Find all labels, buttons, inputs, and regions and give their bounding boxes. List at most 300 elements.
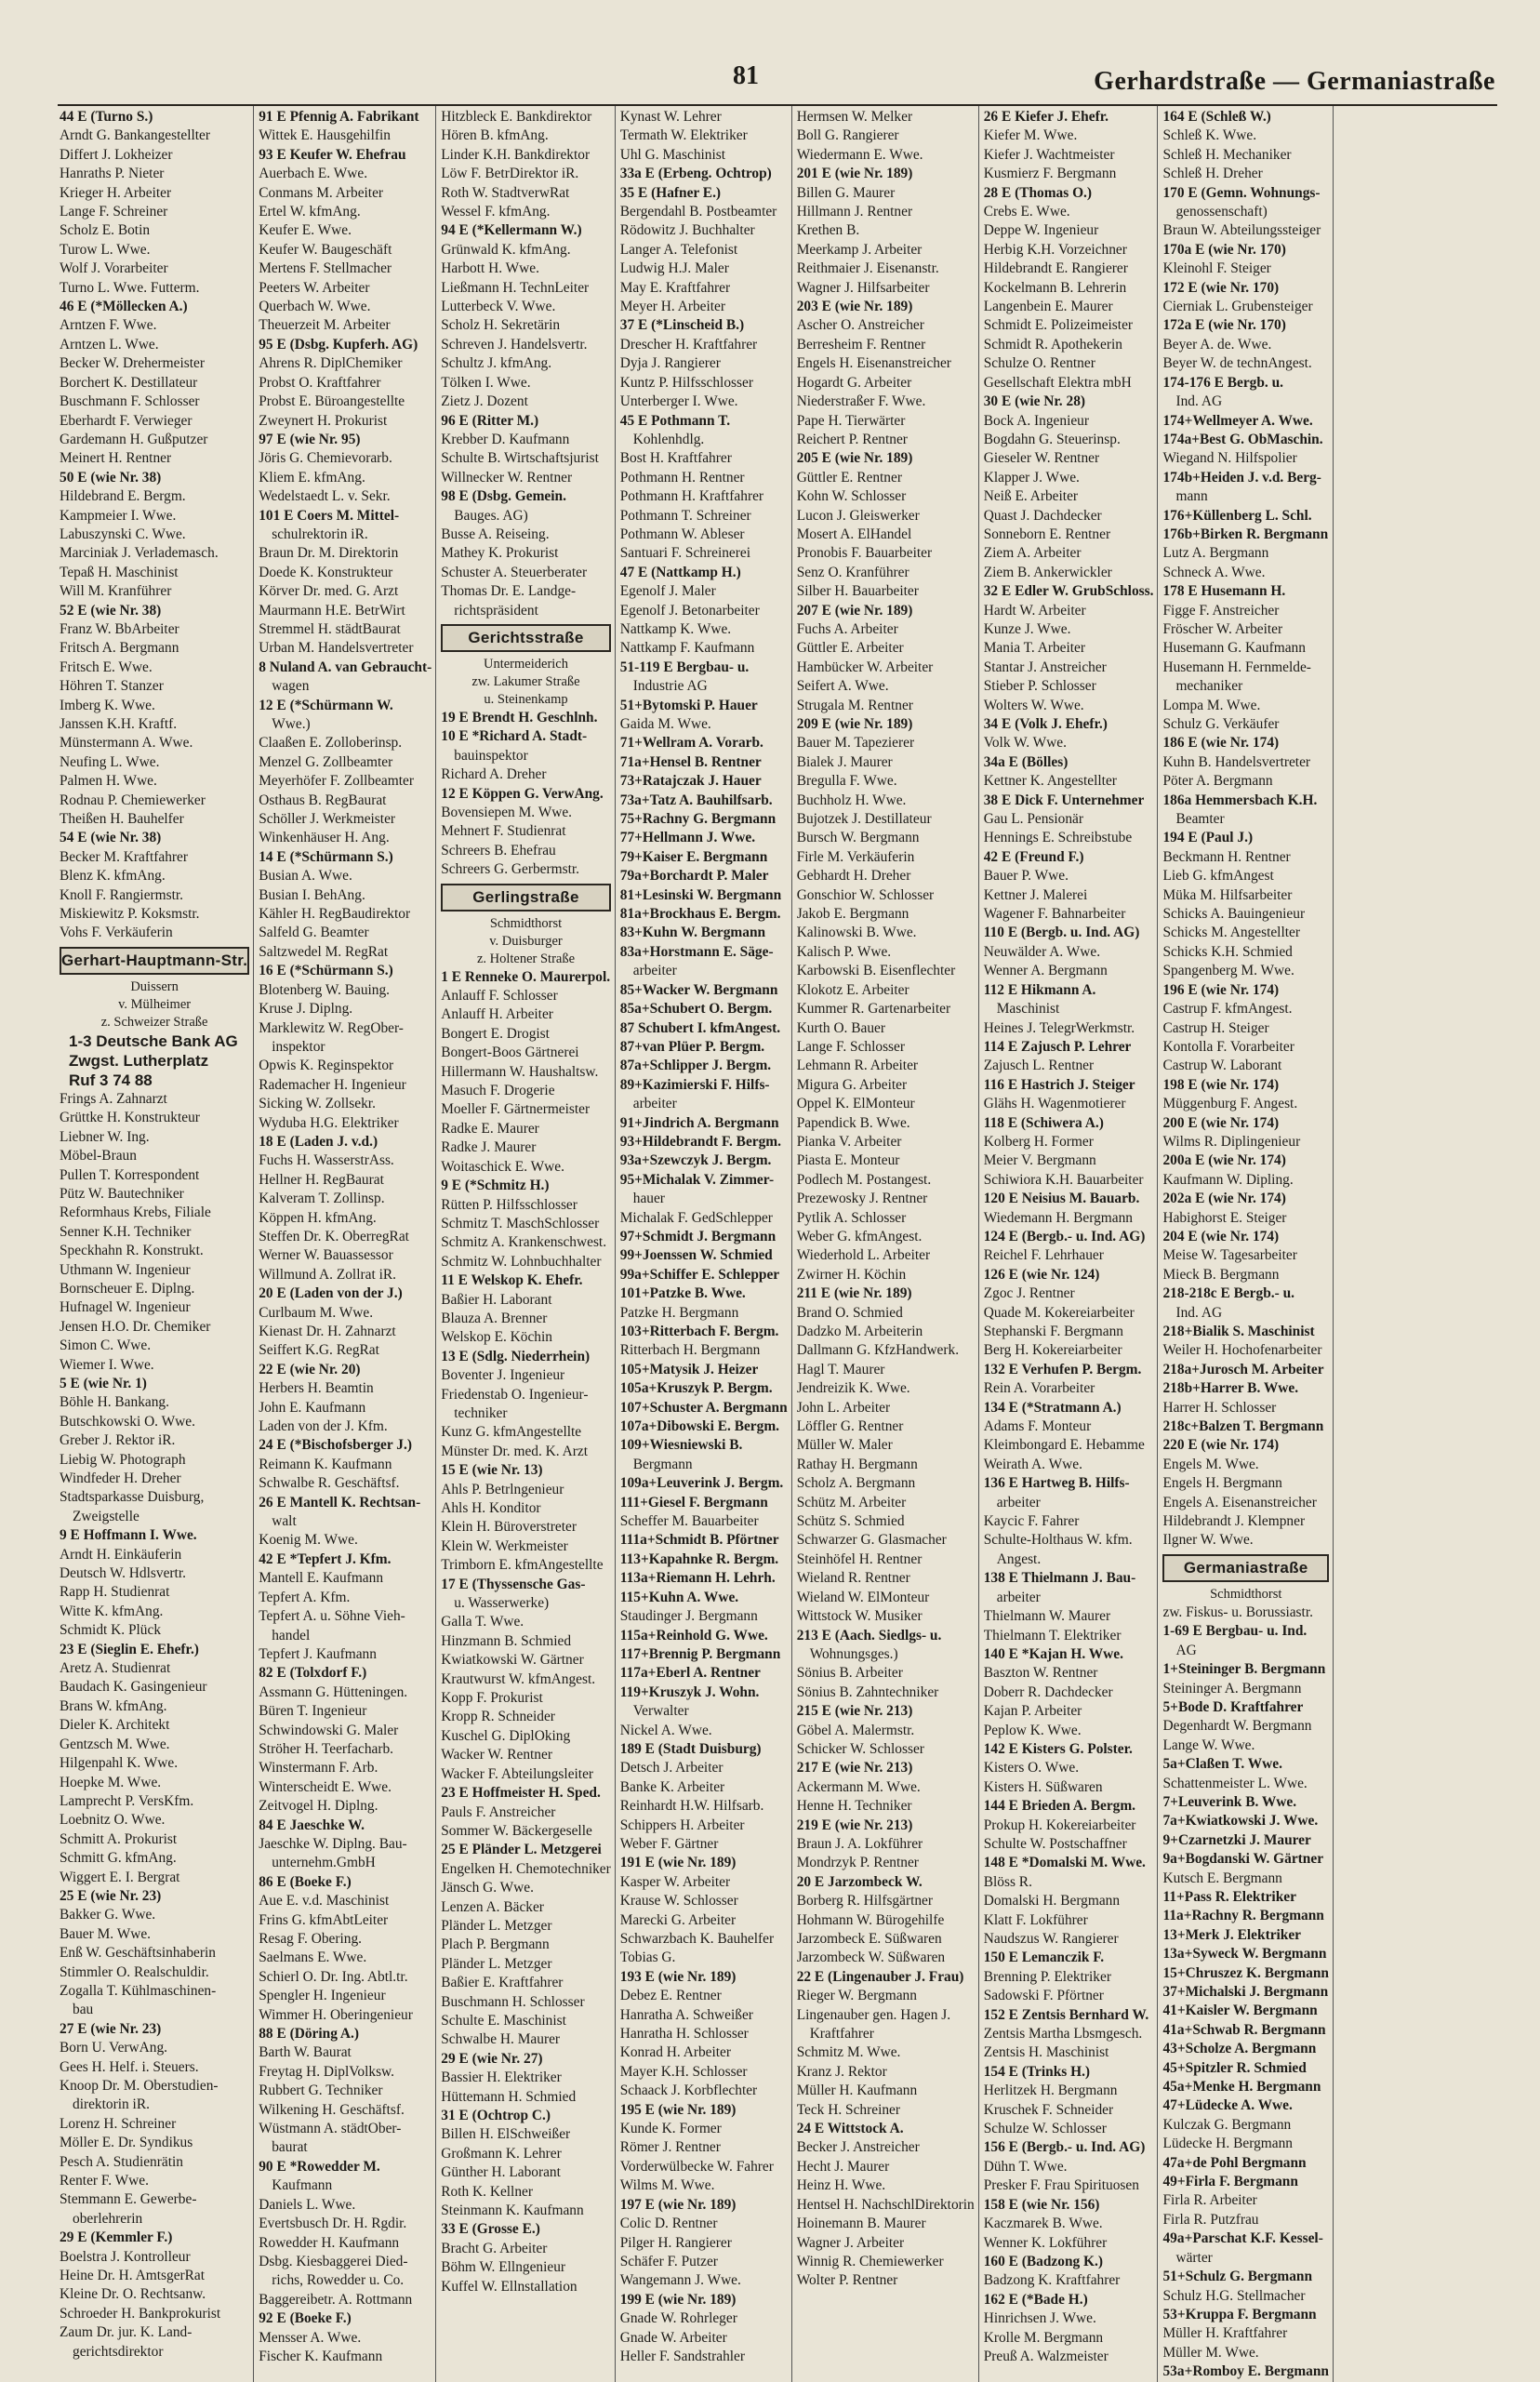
- directory-entry: Gnade W. Rohrleger: [619, 2310, 737, 2327]
- directory-entry: Janssen K.H. Kraftf.: [60, 716, 178, 732]
- directory-entry: Berresheim F. Rentner: [796, 336, 926, 353]
- directory-entry: Lange W. Wwe.: [1162, 1737, 1255, 1753]
- directory-entry: Staudinger J. Bergmann: [619, 1608, 758, 1625]
- house-number-entry: 193 E (wie Nr. 189): [619, 1968, 737, 1985]
- directory-entry: Wimmer H. Oberingenieur: [259, 2006, 413, 2023]
- house-number-entry: 49a+Parschat K.F. Kessel-: [1162, 2230, 1323, 2247]
- house-number-entry: 45a+Menke H. Bergmann: [1162, 2079, 1321, 2096]
- directory-entry-continuation: schulrektorin iR.: [272, 526, 368, 542]
- directory-entry: Göbel A. Malermstr.: [796, 1722, 915, 1738]
- directory-entry: Thomas Dr. E. Landge-: [441, 583, 577, 600]
- directory-entry: Schmitt A. Prokurist: [60, 1830, 178, 1847]
- house-number-entry: 186 E (wie Nr. 174): [1162, 735, 1280, 752]
- directory-entry: Schroeder H. Bankprokurist: [60, 2305, 221, 2322]
- directory-entry: Braun W. Abteilungssteiger: [1162, 222, 1321, 239]
- directory-entry: Weber F. Gärtner: [619, 1835, 719, 1852]
- directory-entry: Stremmel H. städtBaurat: [259, 620, 401, 637]
- house-number-entry: 15+Chruszez K. Bergmann: [1162, 1964, 1329, 1981]
- directory-entry: Bergendahl B. Postbeamter: [619, 204, 777, 220]
- directory-entry: Fritsch A. Bergmann: [60, 640, 179, 657]
- directory-entry: Wieland R. Rentner: [796, 1570, 910, 1587]
- directory-entry: Wiedemann H. Bergmann: [983, 1209, 1133, 1226]
- directory-entry: Zaum Dr. jur. K. Land-: [60, 2324, 192, 2341]
- directory-entry: Scholz E. Botin: [60, 222, 151, 239]
- directory-entry: Adams F. Monteur: [983, 1418, 1092, 1435]
- directory-entry: Pesch A. Studienrätin: [60, 2153, 183, 2170]
- directory-entry: Bock A. Ingenieur: [983, 412, 1089, 429]
- directory-entry: Schulze W. Schlosser: [983, 2121, 1107, 2137]
- directory-entry: Opwis K. Reginspektor: [259, 1058, 394, 1074]
- house-number-entry: 30 E (wie Nr. 28): [983, 393, 1086, 410]
- directory-entry: Braun Dr. M. Direktorin: [259, 545, 399, 562]
- directory-entry: Kampmeier I. Wwe.: [60, 507, 177, 524]
- directory-entry: Kienast Dr. H. Zahnarzt: [259, 1324, 396, 1339]
- directory-entry: Firla R. Arbeiter: [1162, 2192, 1257, 2209]
- directory-entry: Klokotz E. Arbeiter: [796, 981, 909, 998]
- directory-entry: Peeters W. Arbeiter: [259, 279, 370, 296]
- directory-entry: Bracht G. Arbeiter: [441, 2240, 548, 2256]
- directory-entry-continuation: richtspräsident: [454, 602, 538, 619]
- directory-entry: Degenhardt W. Bergmann: [1162, 1718, 1312, 1735]
- directory-entry: Freytag H. DiplVolksw.: [259, 2063, 395, 2080]
- directory-entry: Schäfer F. Putzer: [619, 2253, 718, 2269]
- directory-entry: Kalisch P. Wwe.: [796, 943, 892, 960]
- directory-entry: Engelken H. Chemotechniker: [441, 1860, 611, 1877]
- house-number-entry: 34a E (Bölles): [983, 753, 1069, 770]
- house-number-entry: 79+Kaiser E. Bergmann: [619, 848, 768, 865]
- house-number-entry: 73a+Tatz A. Bauhilfsarb.: [619, 792, 773, 808]
- directory-entry-continuation: Zweigstelle: [73, 1508, 139, 1524]
- directory-entry: Marklewitz W. RegOber-: [259, 1019, 404, 1036]
- directory-entry: Lehmann R. Arbeiter: [796, 1058, 919, 1074]
- directory-entry: Windfeder H. Dreher: [60, 1470, 181, 1486]
- directory-entry: Winterscheidt E. Wwe.: [259, 1778, 392, 1795]
- directory-entry: Wüstmann A. städtOber-: [259, 2121, 402, 2137]
- house-number-entry: 9 E (*Schmitz H.): [441, 1178, 550, 1194]
- directory-entry: Kruse J. Diplng.: [259, 1001, 353, 1018]
- directory-entry: Zajusch L. Rentner: [983, 1058, 1095, 1074]
- directory-entry: Möbel-Braun: [60, 1148, 137, 1164]
- house-number-entry: 22 E (wie Nr. 20): [259, 1361, 361, 1377]
- house-number-entry: 218-218c E Bergb.- u.: [1162, 1285, 1294, 1302]
- directory-entry: Saltzwedel M. RegRat: [259, 943, 389, 960]
- house-number-entry: 172a E (wie Nr. 170): [1162, 317, 1286, 334]
- directory-entry: Münster Dr. med. K. Arzt: [441, 1443, 588, 1459]
- directory-entry: Schmidt E. Polizeimeister: [983, 317, 1134, 334]
- directory-entry-continuation: Verwalter: [632, 1703, 689, 1720]
- directory-entry: Mathey K. Prokurist: [441, 545, 559, 562]
- house-number-entry: 83a+Horstmann E. Säge-: [619, 943, 774, 960]
- directory-entry: Gardemann H. Gußputzer: [60, 431, 208, 447]
- directory-entry: Kasper W. Arbeiter: [619, 1873, 731, 1890]
- directory-entry: Vohs F. Verkäuferin: [60, 925, 173, 941]
- bank-listing: Zwgst. Lutherplatz: [69, 1051, 209, 1070]
- directory-entry: Debez E. Rentner: [619, 1988, 722, 2004]
- directory-entry: Frings A. Zahnarzt: [60, 1090, 167, 1107]
- directory-entry: Arndt H. Einkäuferin: [60, 1546, 182, 1563]
- directory-entry: Uthmann W. Ingenieur: [60, 1261, 191, 1278]
- directory-entry: Boelstra J. Kontrolleur: [60, 2248, 191, 2265]
- directory-entry: Pländer L. Metzger: [441, 1955, 552, 1972]
- directory-entry: Enß W. Geschäftsinhaberin: [60, 1945, 216, 1962]
- street-subheading: z. Holtener Straße: [476, 951, 576, 966]
- directory-entry: Sommer W. Bäckergeselle: [441, 1822, 592, 1839]
- directory-entry: Deppe W. Ingenieur: [983, 222, 1099, 239]
- directory-entry: Saelmans E. Wwe.: [259, 1950, 367, 1966]
- directory-entry: Kunz G. kfmAngestellte: [441, 1424, 582, 1441]
- house-number-entry: 207 E (wie Nr. 189): [796, 602, 913, 619]
- directory-entry: Quade M. Kokereiarbeiter: [983, 1304, 1135, 1321]
- house-number-entry: 111+Giesel F. Bergmann: [619, 1494, 768, 1510]
- directory-entry: Blotenberg W. Bauing.: [259, 981, 391, 998]
- directory-entry: Schicks A. Bauingenieur: [1162, 906, 1306, 923]
- directory-entry: Rütten P. Hilfsschlosser: [441, 1196, 578, 1213]
- house-number-entry: 189 E (Stadt Duisburg): [619, 1740, 762, 1757]
- house-number-entry: 124 E (Bergb.- u. Ind. AG): [983, 1228, 1146, 1244]
- directory-entry: Spengler H. Ingenieur: [259, 1988, 386, 2004]
- directory-entry-continuation: Angest.: [996, 1550, 1042, 1567]
- directory-entry: Kaczmarek B. Wwe.: [983, 2216, 1103, 2232]
- directory-entry: Dallmann G. KfzHandwerk.: [796, 1342, 960, 1359]
- directory-entry: Curlbaum M. Wwe.: [259, 1304, 374, 1321]
- directory-entry: Kunze J. Wwe.: [983, 620, 1071, 637]
- house-number-entry: 116 E Hastrich J. Steiger: [983, 1076, 1135, 1093]
- house-number-entry: 44 E (Turno S.): [60, 109, 153, 125]
- house-number-entry: 22 E (Lingenauber J. Frau): [796, 1968, 964, 1985]
- directory-entry: Liebig W. Photograph: [60, 1451, 186, 1468]
- directory-entry: Schaack J. Korbflechter: [619, 2083, 758, 2099]
- house-number-entry: 33 E (Grosse E.): [441, 2221, 540, 2238]
- directory-entry: Michalak F. GedSchlepper: [619, 1209, 773, 1226]
- house-number-entry: 47+Lüdecke A. Wwe.: [1162, 2097, 1293, 2114]
- directory-entry: Rathay H. Bergmann: [796, 1456, 918, 1472]
- directory-entry: Buschmann F. Schlosser: [60, 393, 200, 410]
- directory-entry: Schöller J. Werkmeister: [259, 811, 396, 828]
- directory-entry-continuation: Bauges. AG): [454, 507, 528, 524]
- directory-entry: Borberg R. Hilfsgärtner: [796, 1893, 934, 1910]
- house-number-entry: 209 E (wie Nr. 189): [796, 716, 913, 732]
- house-number-entry: 15 E (wie Nr. 13): [441, 1462, 543, 1479]
- house-number-entry: 211 E (wie Nr. 189): [796, 1285, 912, 1302]
- directory-entry: Busse A. Reiseing.: [441, 526, 550, 542]
- directory-entry: Kummer R. Gartenarbeiter: [796, 1001, 951, 1018]
- house-number-entry: 160 E (Badzong K.): [983, 2253, 1103, 2269]
- house-number-entry: 197 E (wie Nr. 189): [619, 2196, 737, 2213]
- house-number-entry: 75+Rachny G. Bergmann: [619, 811, 777, 828]
- house-number-entry: 218b+Harrer B. Wwe.: [1162, 1380, 1299, 1397]
- house-number-entry: 218+Bialik S. Maschinist: [1162, 1324, 1315, 1339]
- house-number-entry: 86 E (Boeke F.): [259, 1873, 352, 1890]
- house-number-entry: 54 E (wie Nr. 38): [60, 830, 162, 846]
- directory-entry-continuation: Beamter: [1175, 811, 1225, 828]
- directory-entry-continuation: Kaufmann: [272, 2177, 333, 2194]
- directory-entry: Hufnagel W. Ingenieur: [60, 1299, 191, 1316]
- directory-entry: Jarzombeck E. Süßwaren: [796, 1931, 942, 1947]
- directory-entry: Steinmann K. Kaufmann: [441, 2202, 584, 2219]
- house-number-entry: 16 E (*Schürmann S.): [259, 963, 393, 979]
- house-number-entry: 34 E (Volk J. Ehefr.): [983, 716, 1108, 732]
- directory-entry-continuation: mann: [1175, 488, 1208, 505]
- street-subheading: zw. Lakumer Straße: [471, 673, 580, 689]
- directory-entry: Fischer K. Kaufmann: [259, 2348, 383, 2364]
- directory-entry: Krause W. Schlosser: [619, 1893, 738, 1910]
- directory-entry: Domalski H. Bergmann: [983, 1893, 1121, 1910]
- directory-entry: Schütz S. Schmied: [796, 1513, 905, 1530]
- directory-entry: Pullen T. Korrespondent: [60, 1166, 200, 1183]
- directory-entry: Beckmann H. Rentner: [1162, 848, 1291, 865]
- directory-entry: Schneck A. Wwe.: [1162, 564, 1266, 580]
- directory-entry: Meinert H. Rentner: [60, 450, 172, 467]
- directory-entry: Baßier H. Laborant: [441, 1291, 552, 1308]
- directory-entry: Schwindowski G. Maler: [259, 1722, 399, 1738]
- directory-entry: Plach P. Bergmann: [441, 1936, 550, 1953]
- house-number-entry: 5 E (wie Nr. 1): [60, 1375, 147, 1391]
- directory-entry: John L. Arbeiter: [796, 1399, 891, 1416]
- directory-entry: Lompa M. Wwe.: [1162, 697, 1261, 713]
- directory-entry: Castrup H. Steiger: [1162, 1019, 1269, 1036]
- directory-entry: Peplow K. Wwe.: [983, 1722, 1082, 1738]
- bank-listing: Ruf 3 74 88: [69, 1071, 153, 1089]
- directory-entry: Schreers G. Gerbermstr.: [441, 861, 579, 878]
- directory-entry: Hermsen W. Melker: [796, 109, 913, 125]
- house-number-entry: 148 E *Domalski M. Wwe.: [983, 1855, 1146, 1871]
- directory-entry: Drescher H. Kraftfahrer: [619, 336, 758, 353]
- house-number-entry: 41+Kaisler W. Bergmann: [1162, 2003, 1318, 2019]
- directory-entry: Schütz M. Arbeiter: [796, 1494, 907, 1510]
- directory-entry: Weber G. kfmAngest.: [796, 1228, 923, 1244]
- column-6: [978, 106, 1158, 2382]
- house-number-entry: 45 E Pothmann T.: [619, 412, 731, 429]
- directory-entry: Bongert-Boos Gärtnerei: [441, 1045, 579, 1061]
- directory-entry: Roth K. Kellner: [441, 2183, 533, 2200]
- directory-entry: Reichel F. Lehrhauer: [983, 1247, 1104, 1264]
- directory-entry: Möller E. Dr. Syndikus: [60, 2135, 193, 2151]
- directory-entry: Baszton W. Rentner: [983, 1665, 1098, 1682]
- directory-entry: Buschmann H. Schlosser: [441, 1993, 585, 2010]
- directory-entry: Schmitz W. Lohnbuchhalter: [441, 1253, 602, 1270]
- directory-entry: Kettner J. Malerei: [983, 886, 1088, 903]
- house-number-entry: 113a+Riemann H. Lehrh.: [619, 1570, 776, 1587]
- directory-entry: Miskiewitz P. Koksmstr.: [60, 906, 200, 923]
- house-number-entry: 134 E (*Stratmann A.): [983, 1399, 1122, 1416]
- house-number-entry: 7a+Kwiatkowski J. Wwe.: [1162, 1813, 1319, 1830]
- directory-entry: Resag F. Obering.: [259, 1931, 362, 1947]
- directory-entry: Kiefer M. Wwe.: [983, 127, 1078, 144]
- directory-entry: Becker J. Anstreicher: [796, 2139, 920, 2156]
- directory-entry: Schmitt G. kfmAng.: [60, 1850, 177, 1867]
- directory-entry: Krebber D. Kaufmann: [441, 431, 570, 447]
- house-number-entry: 97+Schmidt J. Bergmann: [619, 1228, 777, 1244]
- directory-entry: Schulz H.G. Stellmacher: [1162, 2287, 1306, 2304]
- house-number-entry: 85a+Schubert O. Bergm.: [619, 1001, 773, 1018]
- street-subheading: Untermeiderich: [484, 656, 568, 672]
- house-number-entry: 35 E (Hafner E.): [619, 184, 722, 201]
- directory-entry: Kleine Dr. O. Rechtsanw.: [60, 2286, 206, 2303]
- house-number-entry: 93+Hildebrandt F. Bergm.: [619, 1133, 781, 1150]
- house-number-entry: 29 E (Kemmler F.): [60, 2229, 173, 2246]
- house-number-entry: 11 E Welskop K. Ehefr.: [441, 1272, 583, 1289]
- directory-entry: Salfeld G. Beamter: [259, 925, 369, 941]
- house-number-entry: 174-176 E Bergb. u.: [1162, 374, 1284, 391]
- directory-entry: Lüdecke H. Bergmann: [1162, 2136, 1293, 2152]
- house-number-entry: 144 E Brieden A. Bergm.: [983, 1798, 1136, 1815]
- directory-entry: Wiemer I. Wwe.: [60, 1356, 154, 1373]
- directory-entry: Hecht J. Maurer: [796, 2158, 890, 2175]
- house-number-entry: 162 E (*Bade H.): [983, 2291, 1088, 2308]
- directory-entry: Kaycic F. Fahrer: [983, 1513, 1080, 1530]
- directory-entry: Osthaus B. RegBaurat: [259, 792, 387, 808]
- directory-entry: Müka M. Hilfsarbeiter: [1162, 886, 1293, 903]
- directory-entry-continuation: u. Wasserwerke): [454, 1595, 550, 1612]
- house-number-entry: 154 E (Trinks H.): [983, 2063, 1091, 2080]
- directory-entry: Bauer M. Tapezierer: [796, 735, 915, 752]
- directory-entry: Wacker W. Rentner: [441, 1747, 552, 1763]
- directory-entry: Stadtsparkasse Duisburg,: [60, 1489, 205, 1506]
- directory-entry: Weiler H. Hochofenarbeiter: [1162, 1342, 1322, 1359]
- directory-entry: Günther H. Laborant: [441, 2164, 561, 2181]
- house-number-entry: 126 E (wie Nr. 124): [983, 1266, 1100, 1283]
- directory-entry: Hanratha A. Schweißer: [619, 2006, 753, 2023]
- directory-entry: Henne H. Techniker: [796, 1798, 912, 1815]
- directory-entry: Rademacher H. Ingenieur: [259, 1076, 406, 1093]
- directory-entry: Wieland W. ElMonteur: [796, 1589, 930, 1605]
- directory-entry: Barth W. Baurat: [259, 2044, 352, 2061]
- directory-entry: Keufer E. Wwe.: [259, 222, 352, 239]
- directory-entry: Knoll F. Rangiermstr.: [60, 886, 184, 903]
- directory-entry: Schierl O. Dr. Ing. Abtl.tr.: [259, 1968, 408, 1985]
- directory-entry: Silber H. Bauarbeiter: [796, 583, 919, 600]
- directory-entry: Müller M. Wwe.: [1162, 2344, 1259, 2361]
- directory-entry: Eberhardt F. Verwieger: [60, 412, 192, 429]
- directory-entry-continuation: arbeiter: [996, 1589, 1041, 1605]
- directory-entry: Doberr R. Dachdecker: [983, 1683, 1113, 1700]
- directory-entry-continuation: handel: [272, 1627, 311, 1643]
- house-number-entry: 84 E Jaeschke W.: [259, 1816, 365, 1833]
- directory-entry: Wilms R. Diplingenieur: [1162, 1133, 1301, 1150]
- house-number-entry: 19 E Brendt H. Geschlnh.: [441, 709, 598, 725]
- directory-entry: Tölken I. Wwe.: [441, 374, 531, 391]
- directory-entry: Engels H. Bergmann: [1162, 1475, 1282, 1492]
- directory-entry: Migura G. Arbeiter: [796, 1076, 908, 1093]
- house-number-entry: 23 E (Sieglin E. Ehefr.): [60, 1641, 199, 1657]
- directory-entry: Grüttke H. Konstrukteur: [60, 1110, 200, 1126]
- directory-entry: Vorderwülbecke W. Fahrer: [619, 2158, 774, 2175]
- directory-entry: Patzke H. Bergmann: [619, 1304, 739, 1321]
- house-number-entry: 115+Kuhn A. Wwe.: [619, 1589, 739, 1605]
- directory-entry: Gees H. Helf. i. Steuers.: [60, 2058, 199, 2075]
- column-2: [253, 106, 435, 2382]
- house-number-entry: 150 E Lemanczik F.: [983, 1950, 1105, 1966]
- directory-entry: Reinhardt H.W. Hilfsarb.: [619, 1798, 764, 1815]
- directory-entry: Hören B. kfmAng.: [441, 127, 549, 144]
- directory-entry: Löffler G. Rentner: [796, 1418, 904, 1435]
- house-number-entry: 79a+Borchardt P. Maler: [619, 868, 769, 885]
- directory-entry: Ackermann M. Wwe.: [796, 1778, 921, 1795]
- directory-entry: Radke E. Maurer: [441, 1120, 539, 1137]
- directory-entry: Steininger A. Bergmann: [1162, 1680, 1302, 1697]
- directory-entry: Niederstraßer F. Wwe.: [796, 393, 926, 410]
- house-number-entry: 140 E *Kajan H. Wwe.: [983, 1645, 1123, 1662]
- directory-entry: Theuerzeit M. Arbeiter: [259, 317, 391, 334]
- directory-entry: Löw F. BetrDirektor iR.: [441, 166, 579, 182]
- directory-entry: Husemann H. Fernmelde-: [1162, 659, 1311, 675]
- house-number-entry: 152 E Zentsis Bernhard W.: [983, 2006, 1149, 2023]
- directory-entry: Nickel A. Wwe.: [619, 1722, 712, 1738]
- directory-entry: Blauza A. Brenner: [441, 1310, 548, 1326]
- directory-entry: Winnig R. Chemiewerker: [796, 2253, 944, 2269]
- directory-entry: Kunde K. Former: [619, 2121, 722, 2137]
- directory-entry: Wacker F. Abteilungsleiter: [441, 1765, 594, 1782]
- house-number-entry: 136 E Hartweg B. Hilfs-: [983, 1475, 1130, 1492]
- directory-entry: Schulze O. Rentner: [983, 355, 1095, 372]
- directory-entry: Schwarzbach K. Bauhelfer: [619, 1931, 775, 1947]
- directory-entry: Ahrens R. DiplChemiker: [259, 355, 403, 372]
- house-number-entry: 5+Bode D. Kraftfahrer: [1162, 1698, 1304, 1715]
- directory-entry: Pöter A. Bergmann: [1162, 773, 1273, 790]
- directory-entry: Witte K. kfmAng.: [60, 1603, 164, 1619]
- directory-entry: Hildebrandt E. Rangierer: [983, 260, 1128, 277]
- house-number-entry: 92 E (Boeke F.): [259, 2310, 352, 2327]
- directory-entry: Marciniak J. Verlademasch.: [60, 545, 219, 562]
- street-subheading: Schmidthorst: [489, 915, 563, 931]
- house-number-entry: 203 E (wie Nr. 189): [796, 299, 913, 315]
- directory-entry: Lucon J. Gleiswerker: [796, 507, 920, 524]
- directory-entry: Brans W. kfmAng.: [60, 1697, 167, 1714]
- directory-entry: Koenig M. Wwe.: [259, 1532, 358, 1549]
- directory-entry: Zwirner H. Köchin: [796, 1266, 907, 1283]
- house-number-entry: 26 E Mantell K. Rechtsan-: [259, 1494, 421, 1510]
- house-number-entry: 87+van Plüer P. Bergm.: [619, 1038, 765, 1055]
- directory-entry: Jöris G. Chemievorarb.: [259, 450, 392, 467]
- directory-entry: Krolle M. Bergmann: [983, 2329, 1104, 2346]
- directory-entry: Blenz K. kfmAng.: [60, 868, 166, 885]
- directory-entry: Teck H. Schreiner: [796, 2101, 900, 2118]
- page-header: [0, 58, 1540, 100]
- house-number-entry: 196 E (wie Nr. 174): [1162, 981, 1280, 998]
- column-5: [791, 106, 978, 2382]
- directory-entry: Stemmann E. Gewerbe-: [60, 2191, 197, 2208]
- house-number-entry: 51-119 E Bergbau- u.: [619, 659, 750, 675]
- directory-entry: Jänsch G. Wwe.: [441, 1880, 534, 1896]
- house-number-entry: 8 Nuland A. van Gebraucht-: [259, 659, 432, 675]
- directory-entry: Rubbert G. Techniker: [259, 2083, 383, 2099]
- directory-entry: Karbowski B. Eisenflechter: [796, 963, 956, 979]
- directory-entry: Kwiatkowski W. Gärtner: [441, 1652, 584, 1669]
- house-number-entry: 90 E *Rowedder M.: [259, 2158, 380, 2175]
- street-subheading: v. Mülheimer: [118, 996, 192, 1012]
- directory-entry: Kolberg H. Former: [983, 1133, 1094, 1150]
- directory-entry-continuation: techniker: [454, 1404, 508, 1421]
- directory-entry: Bursch W. Bergmann: [796, 830, 920, 846]
- directory-entry: Woitaschick E. Wwe.: [441, 1158, 564, 1175]
- house-number-entry: 26 E Kiefer J. Ehefr.: [983, 109, 1109, 125]
- directory-entry: Scholz A. Bergmann: [796, 1475, 916, 1492]
- house-number-entry: 1 E Renneke O. Maurerpol.: [441, 968, 611, 985]
- directory-entry: Querbach W. Wwe.: [259, 299, 371, 315]
- house-number-entry: 24 E Wittstock A.: [796, 2121, 904, 2137]
- directory-entry: Will M. Kranführer: [60, 583, 172, 600]
- directory-entry: Anlauff H. Arbeiter: [441, 1006, 553, 1023]
- directory-entry: Steinhöfel H. Rentner: [796, 1550, 923, 1567]
- directory-entry: Tepfert J. Kaufmann: [259, 1645, 377, 1662]
- directory-entry: Langer A. Telefonist: [619, 241, 738, 258]
- directory-entry: Prokup H. Kokereiarbeiter: [983, 1816, 1136, 1833]
- house-number-entry: 156 E (Bergb.- u. Ind. AG): [983, 2139, 1146, 2156]
- directory-entry: Imberg K. Wwe.: [60, 697, 155, 713]
- directory-entry: Jakob E. Bergmann: [796, 906, 909, 923]
- directory-entry: Hinrichsen J. Wwe.: [983, 2310, 1096, 2327]
- house-number-entry: 13a+Syweck W. Bergmann: [1162, 1946, 1327, 1963]
